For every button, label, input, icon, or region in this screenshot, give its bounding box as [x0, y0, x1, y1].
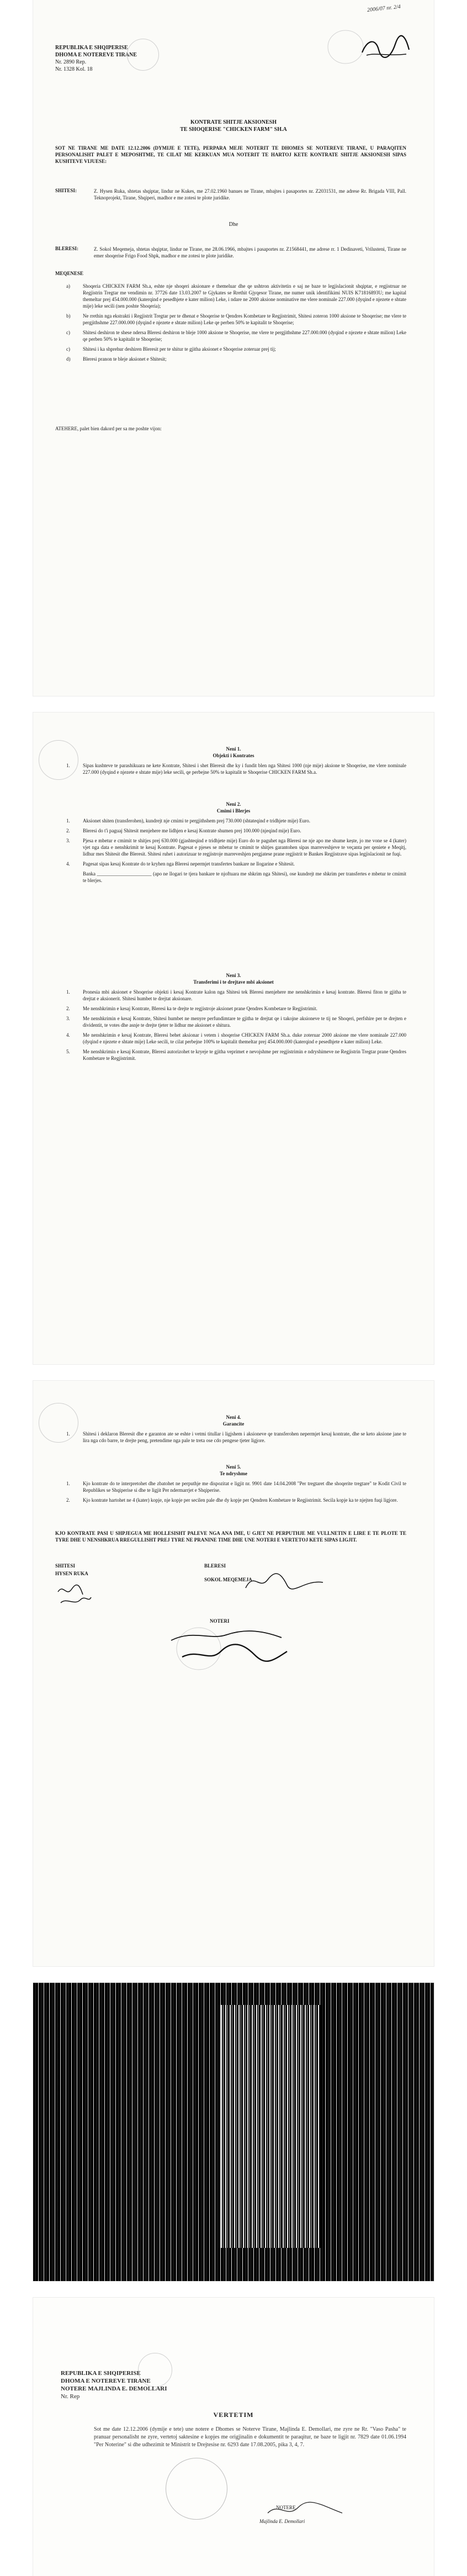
- list-item: 5. Me nenshkrimin e kesaj Kontrate, Bleresi autorizohet te kryeje te gjitha veprimet e nevojshme per regjistrimin e ndryshimeve ne Regjistrin Tregtar prane Qendres Kombetare te Regjistrimit.: [66, 1049, 406, 1061]
- document-page-1: [33, 0, 434, 696]
- verification-page: [33, 2298, 434, 2576]
- article-3-list: [66, 989, 406, 1065]
- therefore-clause: ATEHERE, palet bien dakord per sa me poshte vijon:: [55, 426, 162, 431]
- contract-intro: SOT NE TIRANE ME DATE 12.12.2006 (DYMIJE E TETE), PERPARA MEJE NOTERIT TE DHOMES SE NOTEREVE TIRANE, U PARAQITEN PERSONALISHT PALET E MEPOSHTME, TE CILAT ME KERKUAN MUA NOTERIT TE HARTOJ KETE KONTRATE SHITJE AKSIONESH SIPAS KUSHTEVE VIJUESE:: [55, 145, 406, 164]
- closing-statement: KJO KONTRATE PASI U SHPJEGUA ME HOLLESISHT PALEVE NGA ANA IME, U GJET NE PERPUTHJE ME VULLNETIN E LIRE E TE PLOTE TE TYRE DHE U NENSHKRUA RREGULLISHT PREJ TYRE NE PRANINE TIME DHE UNE NOTERI E VERTETOJ KETE SIPAS LIGJIT.: [55, 1530, 406, 1543]
- article-5-list: [66, 1480, 406, 1507]
- article-5-title: Neni 5. Te ndryshme: [220, 1464, 247, 1476]
- list-item: 3. Me nenshkrimin e kesaj Kontrate, Shitesi humbet ne menyre perfundimtare te gjitha te drejtat qe i takojne aksioneve te tij ne Shoqeri, perfshire per te drejten e dividentit, te votes dhe asnje te drejte tjeter te lidhur me aksionet e shitura.: [66, 1016, 406, 1028]
- list-item: d) Bleresi pranon te bleje aksionet e Shitesit;: [66, 356, 167, 362]
- stamp-seal: [127, 39, 159, 71]
- list-item: c) Shitesi deshiron te shese ndersa Bleresi deshiron te bleje 1000 aksione te Shoqerise, me vlere te pergjithshme 227.000.000 (dyqind e njezete e shtate milion) Leke qe perben 50% te kapitalit te Shoqerise;: [66, 330, 406, 342]
- scan-noise-band: [221, 2005, 320, 2248]
- buyer-details: Z. Sokol Meqemeja, shtetas shqiptar, lindur ne Tirane, me 28.06.1966, mbajtes i pasaportes nr. Z1568441, me adrese rr. 1 Dedinaveti, Vrilusteni, Tirane ne emer shoqerise Frigo Food Shpk, madhor e me zotesi te plote juridike.: [94, 246, 406, 258]
- scan-artifact-page: [33, 1983, 434, 2281]
- notary-label: NOTERI: [210, 1618, 230, 1624]
- list-item: 4. Pagesat sipas kesaj Kontrate do te kryhen nga Bleresi nepermjet transfertes bankare ne llogarine e Shitesit.: [66, 861, 295, 867]
- list-item: 2. Kjo kontrate hartohet ne 4 (kater) kopje, nje kopje per secilen pale dhe dy kopje per Qendren Kombetare te Regjistrimit. Secila kopje ka te njejten fuqi ligjore.: [66, 1497, 398, 1503]
- notary-signature: [160, 1624, 293, 1674]
- seller-details: Z. Hysen Ruka, shtetas shqiptar, lindur ne Kukes, me 27.02.1960 banues ne Tirane, mbajtes i pasaportes nr. Z2031531, me adrese Rr. Brigada VIII, Pall. Teknoprojekt, Tirane, Shqiperi, madhor e me zotesi te plote juridike.: [94, 188, 406, 200]
- recitals-label: MEQENESE: [55, 271, 84, 276]
- corner-annotation: 2006/07 nr. 2/4: [367, 3, 401, 14]
- notary-label: NOTERE: [276, 2505, 296, 2510]
- seller-label: SHITESI:: [55, 188, 77, 193]
- list-item: 1. Kjo kontrate do te interpretohet dhe zbatohet ne perputhje me dispozitat e ligjit nr. 9901 date 14.04.2008 "Per tregtaret dhe shoqerite tregtare" te Kodit Civil te Republikes se Shqiperise si dhe te ligjit Per ndermarrjet e Shqiperise.: [66, 1481, 406, 1493]
- list-item: 4. Me nenshkrimin e kesaj Kontrate, Bleresi behet aksionar i vetem i shoqerise CHICKEN FARM Sh.a. duke zoteruar 2000 aksione me vlere nominale 227.000 (dyqind e njezete e shtate mije) Leke secili, te cilat perbejne 100% te kapitalit themeltar prej 454.000.000 (katerqind e pesedhjete e kater milion) Leke.: [66, 1032, 406, 1044]
- list-item: 3. Pjesa e mbetur e cmimit te shitjes prej 630.000 (gjashteqind e tridhjete mije) Euro do te paguhet nga Bleresi ne nje apo me shume kește, jo me vone se 4 (kater) vjet nga data e nenshkrimit te kesaj Kontrate. Pagesat e pjeses se mbetur te cmimit te shitjes garantohen sipas marreveshjeve te veçanta per qeniete e Meqitj, lidhur mes Shitesit dhe Bleresit. Shitesi ruhet i autorizuar te regjistroje marreveshjen pergjatese prane regjistrit te Bankes Regjistrave sipas legjislacionit ne fuqi.: [66, 838, 406, 857]
- seller-signature-label: SHITESI: [55, 1563, 76, 1569]
- notary-signature-top: [323, 28, 412, 66]
- buyer-label: BLERESI:: [55, 246, 79, 251]
- document-header: REPUBLIKA E SHQIPERISE DHOMA E NOTEREVE TIRANE Nr. 2890 Rep. Nr. 1328 Kol. 18: [55, 45, 137, 72]
- article-1-title: Neni 1. Objekti i Kontrates: [213, 746, 254, 758]
- verification-text: Sot me date 12.12.2006 (dymije e tete) une notere e Dhomes se Noterve Tirane, Majlinda E. Demollari, me zyre ne Rr. "Vaso Pasha" te pranuar personalisht ne zyre, vertetoj saktesine e kopjes me origjinalin e dokumentit te paraqitur, ne baze te ligjit nr. 7829 date 01.06.1994 "Per Noterine" si dhe udhezimit te Ministrit te Drejtesise nr. 6293 date 17.08.2005, pika 3, 4, 7.: [94, 2426, 406, 2448]
- seller-signature: [55, 1581, 116, 1614]
- list-item: 1. Sipas kushteve te parashikuara ne kete Kontrate, Shitesi i shet Bleresit dhe ky i fundit blen nga Shitesi 1000 (nje mije) aksione te Shoqerise, me vlere nominale 227.000 (dyqind e njezete e shtate mije) leke secili, qe perbejne 50% te kapitalit te Shoqerise CHICKEN FARM Sh.a.: [66, 763, 406, 775]
- list-item: 1. Aksionet shiten (transferohen), kundrejt nje cmimi te pergjithshem prej 730.000 (shtateqind e tridhjete mije) Euro.: [66, 818, 310, 824]
- article-2-list: [66, 817, 406, 887]
- list-item: a) Shoqeria CHICKEN FARM Sh.a, eshte nje shoqeri aksionare e themeluar dhe qe ushtron aktivitetin e saj ne baze te legjislacionit shqiptar, e regjistruar ne Regjistrin Tregtar me vendimin nr. 37726 date 13.03.2007 te Gjykates se Rrethit Gjyqesor Tirane, me numer unik identifikimi NUIS K71816893U; me kapital themeltar prej 454.000.000 (katerqind e pesedhjete e kater milion) Leke, i ndare ne 2000 aksione nominative me vlere nominale 227.000 (dyqind e njezete e shtate mije) leke secili (nen poshte Shoqeria);: [66, 283, 406, 309]
- seller-signature-name: HYSEN RUKA: [55, 1571, 88, 1576]
- article-4-list: [66, 1430, 406, 1447]
- notary-signature: [265, 2496, 348, 2524]
- list-item: Banka ______________________ (apo ne llogari te tjera bankare te njoftuara me shkrim nga Shitesi), ose kundrejt me shkrim per transfertes e mbetur te cmimit te blerjes.: [83, 871, 406, 883]
- article-3-title: Neni 3. Transferimi i te drejtave mbi aksionet: [193, 973, 274, 985]
- notary-stamp: [166, 2458, 227, 2520]
- buyer-signature-name: SOKOL MEQEMEJA: [204, 1577, 252, 1582]
- list-item: c) Shitesi i ka shprehur deshiren Bleresit per te shitur te gjitha aksionet e Shoqerise zoteruar prej tij;: [66, 346, 276, 352]
- notary-name: Majlinda E. Demollari: [259, 2519, 305, 2524]
- article-1-list: [66, 762, 406, 779]
- and-conjunction: Dhe: [229, 221, 238, 228]
- contract-title: KONTRATE SHITJE AKSIONESH TE SHOQERISE "CHICKEN FARM" SH.A: [180, 119, 287, 133]
- verification-title: VERTETIM: [213, 2411, 254, 2419]
- recitals-list: [66, 283, 406, 366]
- document-page-3: [33, 1381, 434, 1966]
- buyer-signature-label: BLERESI: [204, 1563, 226, 1569]
- article-4-title: Neni 4. Garancite: [222, 1414, 245, 1427]
- article-2-title: Neni 2. Cmimi i Blerjes: [216, 801, 251, 814]
- list-item: 1. Pronesia mbi aksionet e Shoqerise objekti i kesaj Kontrate kalon nga Shitesi tek Bleresi menjehere me nenshkrimin e kesaj kontrate. Bleresi fiton te gjitha te drejtat e aksionerit. Shitesi humbet te drejtat aksionare.: [66, 989, 406, 1001]
- buyer-signature: [243, 1569, 326, 1596]
- list-item: b) Ne rrethin nga ekstrakti i Regjistrit Tregtar per te dhenat e Shoqerise te Qendres Kombetare te Regjistrimit, Shitesi zoteron 1000 aksione te Shoqerise; me vlere te pergjithshme 227.000.000 (dyqind e njezete e shtate milion) Leke qe perben 50% te kapitalit te Shoqerise;: [66, 313, 406, 325]
- document-page-2: [33, 712, 434, 1364]
- verification-header: REPUBLIKA E SHQIPERISE DHOMA E NOTEREVE TIRANE NOTERE MAJLINDA E. DEMOLLARI Nr. Rep: [61, 2370, 167, 2400]
- list-item: 2. Bleresi do t'i paguaj Shitesit menjehere me lidhjen e kesaj Kontrate shumen prej 100.000 (njeqind mije) Euro.: [66, 828, 301, 833]
- list-item: 2. Me nenshkrimin e kesaj Kontrate, Bleresi ka te drejte te regjistroje aksionet prane Qendres Kombetare te Regjistrimit.: [66, 1006, 317, 1011]
- list-item: 1. Shitesi i deklaron Bleresit dhe e garanton ate se eshte i vetmi titullar i ligjshem i aksioneve qe transferohen nepermjet kesaj kontrate, dhe se keto aksione jane te lira nga cdo barre, te drejte peng, pretendime nga pale te treta ose cdo pengese tjeter ligjore.: [66, 1431, 406, 1443]
